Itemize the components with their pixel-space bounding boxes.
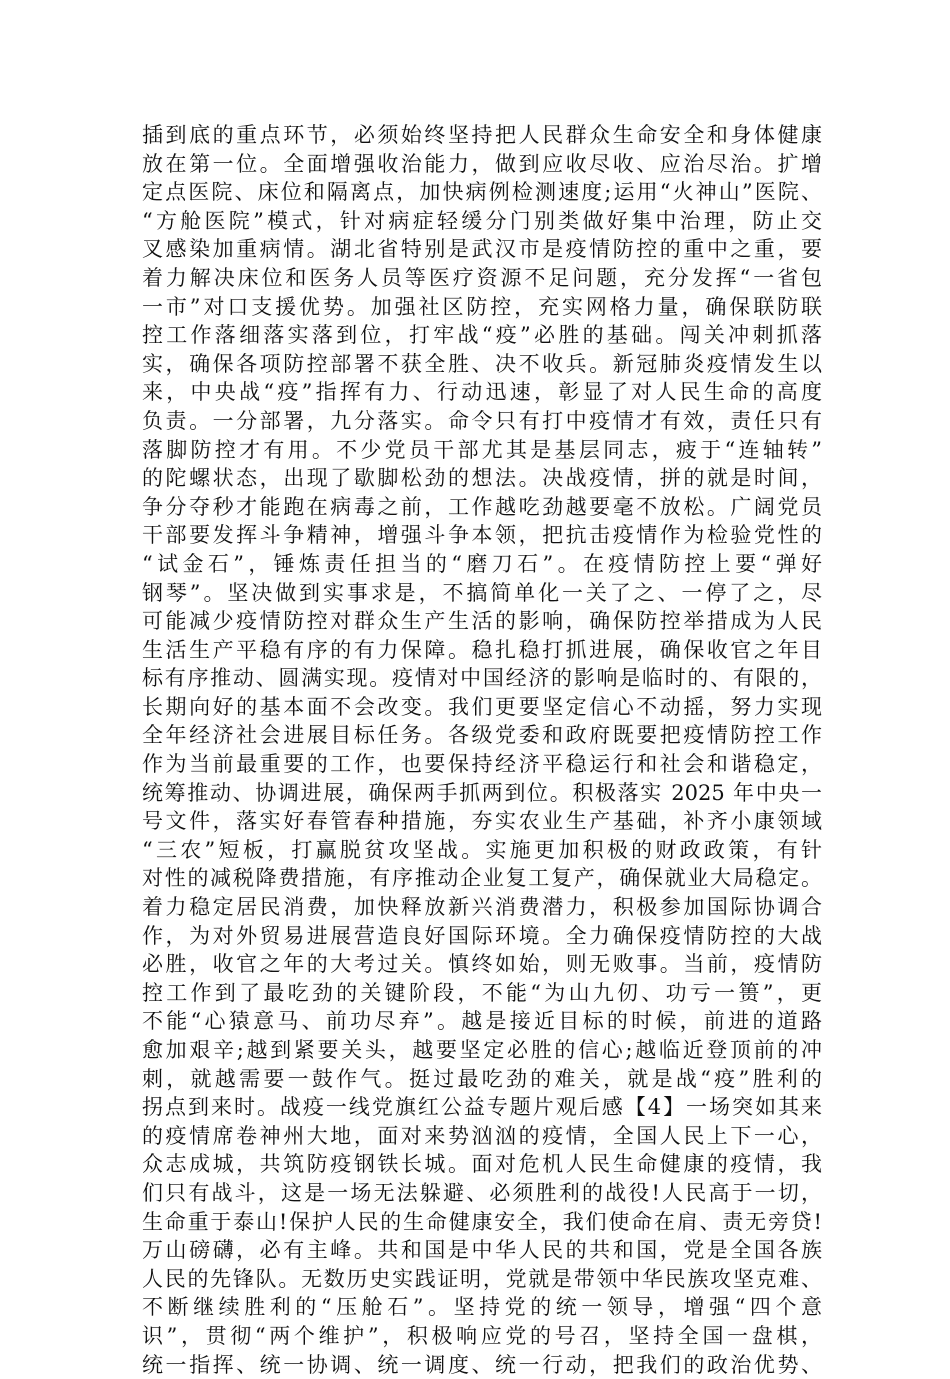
text-line: 生活生产平稳有序的有力保障。稳扎稳打抓进展，确保收官之年目 (142, 637, 822, 662)
text-line: 统筹推动、协调进展，确保两手抓两到位。积极落实 2025 年中央一 (142, 780, 822, 805)
text-line: 放在第一位。全面增强收治能力，做到应收尽收、应治尽治。扩增 (142, 151, 822, 176)
body-text (142, 121, 822, 1379)
text-line: 长期向好的基本面不会改变。我们更要坚定信心不动摇，努力实现 (142, 694, 822, 719)
text-line: 生命重于泰山!保护人民的生命健康安全，我们使命在肩、责无旁贷! (142, 1209, 822, 1234)
text-line: 作，为对外贸易进展营造良好国际环境。全力确保疫情防控的大战 (142, 923, 822, 948)
text-line: 落脚防控才有用。不少党员干部尤其是基层同志，疲于“连轴转” (142, 437, 822, 462)
text-line: 控工作落细落实落到位，打牢战“疫”必胜的基础。闯关冲刺抓落 (142, 323, 822, 348)
text-line: 不能“心猿意马、前功尽弃”。越是接近目标的时候，前进的道路 (142, 1009, 822, 1034)
text-line: 愈加艰辛;越到紧要关头，越要坚定必胜的信心;越临近登顶前的冲 (142, 1038, 822, 1062)
text-line: 作为当前最重要的工作，也要保持经济平稳运行和社会和谐稳定， (142, 752, 822, 777)
text-line: 标有序推动、圆满实现。疫情对中国经济的影响是临时的、有限的， (142, 666, 822, 691)
text-line: 定点医院、床位和隔离点，加快病例检测速度;运用“火神山”医院、 (142, 180, 822, 205)
text-line: 着力稳定居民消费，加快释放新兴消费潜力，积极参加国际协调合 (142, 895, 822, 920)
text-line: 必胜，收官之年的大考过关。慎终如始，则无败事。当前，疫情防 (142, 952, 822, 977)
text-line: 实，确保各项防控部署不获全胜、决不收兵。新冠肺炎疫情发生以 (142, 351, 822, 376)
text-line: “方舱医院”模式，针对病症轻缓分门别类做好集中治理，防止交 (142, 208, 822, 233)
text-line: 负责。一分部署，九分落实。命令只有打中疫情才有效，责任只有 (142, 408, 822, 433)
text-line: 对性的减税降费措施，有序推动企业复工复产，确保就业大局稳定。 (142, 866, 822, 891)
text-line: 拐点到来时。战疫一线党旗红公益专题片观后感【4】一场突如其来 (142, 1095, 822, 1120)
text-line: 钢琴”。坚决做到实事求是，不搞简单化一关了之、一停了之，尽 (142, 580, 822, 605)
text-line: 人民的先锋队。无数历史实践证明，党就是带领中华民族攻坚克难、 (142, 1266, 822, 1291)
text-line: 争分夺秒才能跑在病毒之前，工作越吃劲越要毫不放松。广阔党员 (142, 494, 822, 519)
text-line: 万山磅礴，必有主峰。共和国是中华人民的共和国，党是全国各族 (142, 1238, 822, 1263)
text-line: 干部要发挥斗争精神，增强斗争本领，把抗击疫情作为检验党性的 (142, 523, 822, 548)
text-line: “三农”短板，打赢脱贫攻坚战。实施更加积极的财政政策，有针 (142, 837, 822, 862)
text-line: 着力解决床位和医务人员等医疗资源不足问题，充分发挥“一省包 (142, 265, 822, 290)
text-line: 可能减少疫情防控对群众生产生活的影响，确保防控举措成为人民 (142, 609, 822, 634)
text-line: 控工作到了最吃劲的关键阶段，不能“为山九仞、功亏一篑”，更 (142, 980, 822, 1005)
text-line: 叉感染加重病情。湖北省特别是武汉市是疫情防控的重中之重，要 (142, 237, 822, 262)
text-line: 的疫情席卷神州大地，面对来势汹汹的疫情，全国人民上下一心， (142, 1123, 822, 1148)
text-line: 的陀螺状态，出现了歇脚松劲的想法。决战疫情，拼的就是时间， (142, 466, 822, 491)
text-line: 们只有战斗，这是一场无法躲避、必须胜利的战役!人民高于一切， (142, 1180, 822, 1205)
text-line: 全年经济社会进展目标任务。各级党委和政府既要把疫情防控工作 (142, 723, 822, 748)
text-line: 统一指挥、统一协调、统一调度、统一行动，把我们的政治优势、 (142, 1352, 822, 1377)
text-line: 刺，就越需要一鼓作气。挺过最吃劲的难关，就是战“疫”胜利的 (142, 1066, 822, 1091)
text-line: “试金石”，锤炼责任担当的“磨刀石”。在疫情防控上要“弹好 (142, 551, 822, 576)
text-line: 插到底的重点环节，必须始终坚持把人民群众生命安全和身体健康 (142, 123, 822, 147)
text-line: 众志成城，共筑防疫钢铁长城。面对危机人民生命健康的疫情，我 (142, 1152, 822, 1177)
text-line: 来，中央战“疫”指挥有力、行动迅速，彰显了对人民生命的高度 (142, 380, 822, 405)
text-line: 一市”对口支援优势。加强社区防控，充实网格力量，确保联防联 (142, 294, 822, 319)
text-line: 识”，贯彻“两个维护”，积极响应党的号召，坚持全国一盘棋， (142, 1323, 822, 1348)
text-line: 不断继续胜利的“压舱石”。坚持党的统一领导，增强“四个意 (142, 1295, 822, 1320)
text-line: 号文件，落实好春管春种措施，夯实农业生产基础，补齐小康领域 (142, 809, 822, 834)
